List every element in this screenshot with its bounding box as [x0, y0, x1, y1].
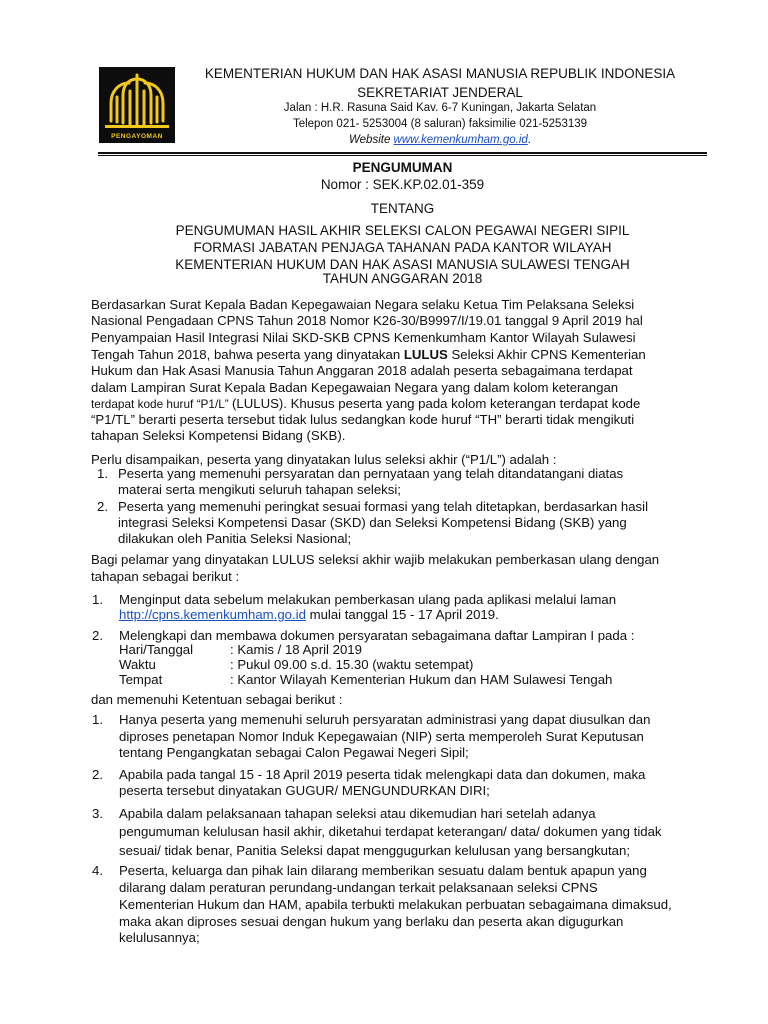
- list-item-continuation: http://cpns.kemenkumham.go.id mulai tanggal 15 - 17 April 2019.: [119, 607, 499, 622]
- paragraph-line: Hukum dan Hak Asasi Manusia Tahun Anggaran 2018 adalah peserta sebagaimana terdapat: [91, 363, 633, 378]
- phone-line: Telepon 021- 5253004 (8 saluran) faksimilie 021-5253139: [292, 118, 588, 130]
- list-item-continuation: materai serta mengikuti seluruh tahapan seleksi;: [118, 482, 401, 497]
- lulus-emphasis: LULUS: [403, 347, 448, 362]
- paragraph-line: tahapan Seleksi Kompetensi Bidang (SKB).: [91, 428, 346, 443]
- schedule-label: Waktu: [119, 657, 156, 672]
- banyan-tree-emblem-icon: [99, 67, 175, 143]
- list-item-continuation: dilarang dalam peraturan perundang-undangan terkait pelaksanaan seleksi CPNS: [119, 880, 598, 895]
- pengayoman-logo: [99, 67, 175, 143]
- paragraph-line: dalam Lampiran Surat Kepala Badan Kepegawaian Negara yang dalam kolom keterangan: [91, 380, 619, 395]
- list-item-continuation: Kementerian Hukum dan HAM, apabila terbukti melakukan perbuatan sebagaimana dimaksud,: [119, 897, 672, 912]
- list-item-continuation: integrasi Seleksi Kompetensi Dasar (SKD) dan Seleksi Kompetensi Bidang (SKB) yang: [118, 515, 627, 530]
- list-item-continuation: pengumuman kelulusan hasil akhir, diketahui terdapat keterangan/ data/ dokumen yang tidak: [119, 824, 662, 839]
- paragraph-line: “P1/TL” berarti peserta tersebut tidak lulus sedangkan kode huruf “TH” berarti tidak mengikuti: [91, 412, 635, 427]
- list-item-continuation: kelulusannya;: [119, 930, 200, 945]
- paragraph-line: terdapat kode huruf “P1/L” (LULUS). Khusus peserta yang pada kolom keterangan terdapat kode: [91, 396, 641, 411]
- letterhead-divider-thin: [98, 155, 707, 156]
- subject-line: FORMASI JABATAN PENJAGA TAHANAN PADA KANTOR WILAYAH: [193, 240, 612, 255]
- list-item-continuation: sesuai/ tidak benar, Panitia Seleksi dapat menggugurkan kelulusan yang bersangkutan;: [119, 843, 630, 858]
- website-suffix: .: [527, 134, 531, 146]
- website-link[interactable]: www.kemenkumham.go.id: [393, 134, 528, 146]
- list-item-continuation: peserta tersebut dinyatakan GUGUR/ MENGUNDURKAN DIRI;: [119, 783, 490, 798]
- secretariat-name: SEKRETARIAT JENDERAL: [357, 85, 523, 100]
- paragraph-line: Tengah Tahun 2018, bahwa peserta yang dinyatakan LULUS Seleksi Akhir CPNS Kementerian: [91, 347, 646, 362]
- document-title: PENGUMUMAN: [352, 160, 453, 175]
- website-label: Website: [349, 134, 391, 146]
- list-item-continuation: maka akan diproses sesuai dengan hukum yang berlaku dan peserta akan digugurkan: [119, 914, 624, 929]
- subject-line: PENGUMUMAN HASIL AKHIR SELEKSI CALON PEGAWAI NEGERI SIPIL: [175, 223, 630, 238]
- paragraph-line: dan memenuhi Ketentuan sebagai berikut :: [91, 692, 343, 707]
- paragraph-line: tahapan sebagai berikut :: [91, 569, 240, 584]
- subject-line: TAHUN ANGGARAN 2018: [322, 271, 483, 286]
- logo-label: PENGAYOMAN: [111, 133, 163, 140]
- paragraph-line: Bagi pelamar yang dinyatakan LULUS seleksi akhir wajib melakukan pemberkasan ulang dengan: [91, 552, 660, 567]
- list-item-continuation: tentang Pengangkatan sebagai Calon Pegawai Negeri Sipil;: [119, 745, 469, 760]
- paragraph-line: Penyampaian Hasil Integrasi Nilai SKD-SKB CPNS Kemenkumham Kantor Wilayah Sulawesi: [91, 330, 636, 345]
- letterhead-divider-thick: [98, 152, 707, 154]
- ministry-name: KEMENTERIAN HUKUM DAN HAK ASASI MANUSIA REPUBLIK INDONESIA: [204, 66, 676, 81]
- subject-line: KEMENTERIAN HUKUM DAN HAK ASASI MANUSIA SULAWESI TENGAH: [175, 257, 630, 272]
- list-item-continuation: diproses penetapan Nomor Induk Kepegawaian (NIP) serta memperoleh Surat Keputusan: [119, 729, 644, 744]
- paragraph-line: Nasional Pengadaan CPNS Tahun 2018 Nomor K26-30/B9997/I/19.01 tanggal 9 April 2019 hal: [91, 313, 643, 328]
- schedule-value: : Kantor Wilayah Kementerian Hukum dan HAM Sulawesi Tengah: [230, 672, 613, 687]
- document-number: Nomor : SEK.KP.02.01-359: [320, 177, 485, 192]
- schedule-value: : Kamis / 18 April 2019: [230, 642, 362, 657]
- schedule-label: Tempat: [119, 672, 163, 687]
- schedule-label: Hari/Tanggal: [119, 642, 194, 657]
- paragraph-line: Berdasarkan Surat Kepala Badan Kepegawaian Negara selaku Ketua Tim Pelaksana Seleksi: [91, 297, 635, 312]
- schedule-value: : Pukul 09.00 s.d. 15.30 (waktu setempat): [230, 657, 474, 672]
- website-line: [178, 134, 702, 146]
- cpns-portal-link[interactable]: http://cpns.kemenkumham.go.id: [119, 607, 306, 622]
- address-line: Jalan : H.R. Rasuna Said Kav. 6-7 Kuningan, Jakarta Selatan: [283, 102, 597, 114]
- tentang-label: TENTANG: [370, 201, 435, 216]
- list-item-continuation: dilakukan oleh Panitia Seleksi Nasional;: [118, 531, 352, 546]
- paragraph-line: Perlu disampaikan, peserta yang dinyatakan lulus seleksi akhir (“P1/L”) adalah :: [91, 452, 557, 467]
